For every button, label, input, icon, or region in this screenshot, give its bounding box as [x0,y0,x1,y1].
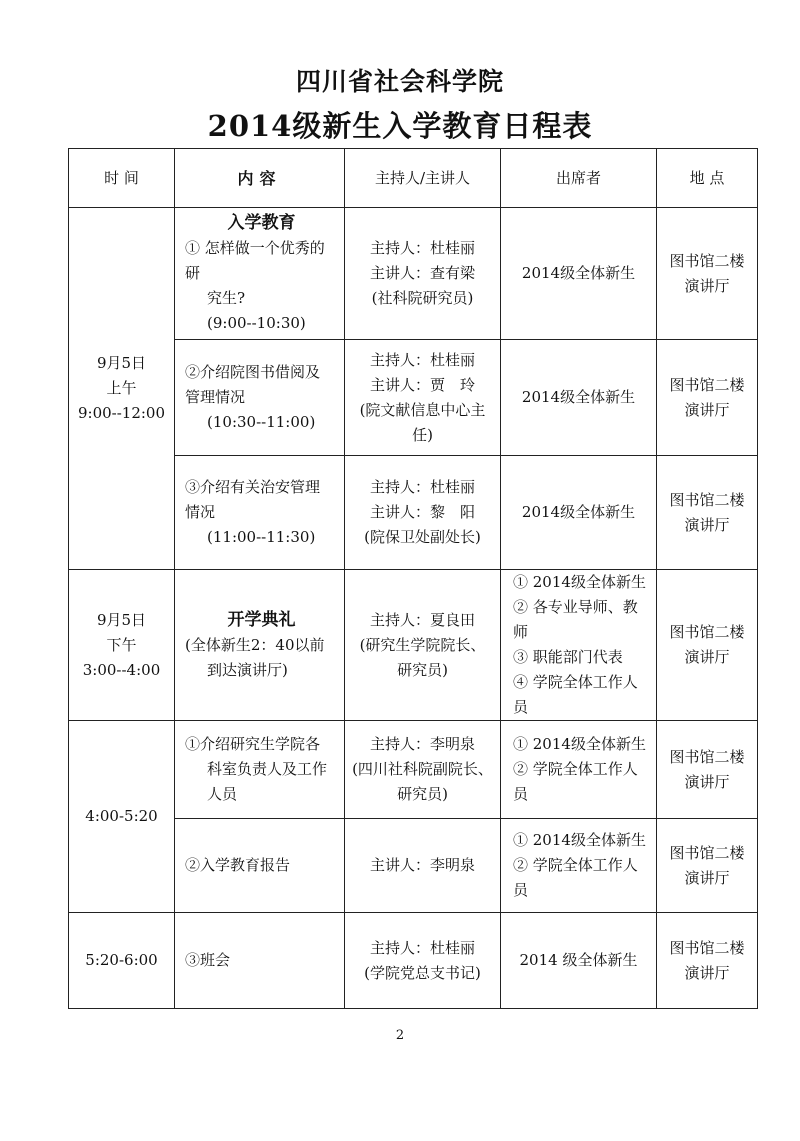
schedule-table [68,148,758,1009]
attendee-line: ② 学院全体工作人员 [513,760,638,803]
table-row [69,721,758,819]
attendees-cell [501,913,657,1009]
host-line: 主讲人：黎 阳 [369,503,475,521]
host-line: (研究生学院院长、 [359,635,486,654]
attendees-cell [501,340,657,456]
host-cell [345,570,501,721]
location-line: 演讲厅 [684,648,730,666]
content-heading: 入学教育 [227,213,296,233]
attendee-line: 2014级全体新生 [521,503,636,521]
time-line: 9月5日 [96,354,147,372]
host-line: 研究员) [397,785,448,803]
content-line: (全体新生2：40以前 [185,635,325,654]
host-line: 任) [412,425,433,444]
location-line: 图书馆二楼 [669,938,745,957]
content-line: ③班会 [185,951,231,969]
time-cell-morning [69,208,175,570]
time-cell-evening [69,913,175,1009]
table-header-row [69,149,758,208]
host-cell [345,819,501,913]
location-line: 演讲厅 [684,868,730,887]
host-line: 主持人：李明泉 [369,735,475,753]
header-time: 时 间 [69,149,175,208]
content-cell [175,913,345,1009]
content-cell [175,340,345,456]
attendee-line: ② 各专业导师、教师 [513,598,638,641]
host-line: (学院党总支书记) [364,963,481,982]
location-cell [657,721,758,819]
attendees-cell [501,721,657,819]
host-cell [345,721,501,819]
attendee-line: ④ 学院全体工作人员 [513,673,638,716]
attendees-cell [501,456,657,570]
content-heading: 开学典礼 [227,609,296,630]
host-line: 主持人：杜桂丽 [369,350,475,369]
content-cell [175,721,345,819]
location-line: 演讲厅 [684,515,730,534]
content-cell [175,819,345,913]
content-cell [175,570,345,721]
header-host: 主持人/主讲人 [345,149,501,208]
attendees-cell [501,570,657,721]
host-cell [345,456,501,570]
host-line: 主讲人：贾 玲 [369,375,475,394]
location-line: 演讲厅 [684,963,730,982]
location-line: 图书馆二楼 [669,375,745,394]
host-line: 主持人：杜桂丽 [369,938,475,957]
header-location: 地 点 [657,149,758,208]
location-cell [657,819,758,913]
location-line: 图书馆二楼 [669,623,745,641]
host-line: 主讲人：李明泉 [369,856,475,874]
content-line: ① 怎样做一个优秀的研 [185,239,325,282]
content-line: 科室负责人及工作 [207,760,328,778]
attendee-line: ① 2014级全体新生 [513,831,646,849]
time-line: 上午 [106,379,137,397]
time-line: 下午 [106,635,137,654]
location-line: 图书馆二楼 [669,843,745,862]
host-cell [345,913,501,1009]
location-cell [657,456,758,570]
host-cell [345,340,501,456]
attendee-line: ① 2014级全体新生 [513,735,646,753]
content-line: ②入学教育报告 [185,856,291,874]
header-content: 内容 [175,149,345,208]
institution-title: 四川省社会科学院 [295,67,504,96]
location-line: 图书馆二楼 [669,490,745,509]
location-line: 图书馆二楼 [669,251,745,270]
content-cell [175,456,345,570]
location-line: 图书馆二楼 [669,747,745,766]
time-line: 9:00--12:00 [77,404,166,422]
location-cell [657,340,758,456]
attendee-line: ② 学院全体工作人员 [513,856,638,899]
location-line: 演讲厅 [684,400,730,419]
content-line: 情况 [185,503,216,521]
content-line: 到达演讲厅) [207,660,288,679]
table-row [69,570,758,721]
attendee-line: 2014级全体新生 [521,264,636,282]
attendee-line: ① 2014级全体新生 [513,573,646,591]
content-line: ②介绍院图书借阅及 [185,363,321,381]
location-cell [657,913,758,1009]
time-line: 5:20-6:00 [85,951,158,969]
page-number: 2 [395,1028,405,1043]
attendees-cell [501,208,657,340]
attendee-line: 2014级全体新生 [521,388,636,406]
time-cell-late [69,721,175,913]
content-line: ①介绍研究生学院各 [185,735,321,753]
location-cell [657,570,758,721]
content-line: (10:30--11:00) [207,413,316,431]
host-line: 主讲人：查有梁 [369,264,475,282]
content-cell [175,208,345,340]
location-line: 演讲厅 [684,772,730,791]
location-cell [657,208,758,340]
table-row [69,913,758,1009]
header-attendees: 出席者 [501,149,657,208]
content-line: 人员 [207,785,238,803]
host-line: (社科院研究员) [371,289,474,307]
host-cell [345,208,501,340]
content-line: 管理情况 [185,388,246,406]
attendee-line: ③ 职能部门代表 [513,648,623,666]
time-line: 9月5日 [96,610,147,629]
attendee-line: 2014 级全体新生 [519,951,638,969]
host-line: 主持人：夏良田 [369,610,475,629]
host-line: 主持人：杜桂丽 [369,239,475,257]
content-line: ③介绍有关治安管理 [185,478,321,496]
content-line: 究生? [207,289,246,307]
time-line: 4:00-5:20 [85,807,158,825]
content-line: (9:00--10:30) [207,314,306,332]
content-line: (11:00--11:30) [207,528,316,546]
attendees-cell [501,819,657,913]
table-row [69,208,758,340]
time-cell-afternoon [69,570,175,721]
location-line: 演讲厅 [684,276,730,295]
document-title: 2014级新生入学教育日程表 [207,109,593,143]
host-line: (院保卫处副处长) [364,528,481,546]
host-line: (四川社科院副院长、 [352,760,493,778]
host-line: 主持人：杜桂丽 [369,478,475,496]
host-line: 研究员) [397,660,448,679]
time-line: 3:00--4:00 [82,660,161,679]
host-line: (院文献信息中心主 [359,400,486,419]
